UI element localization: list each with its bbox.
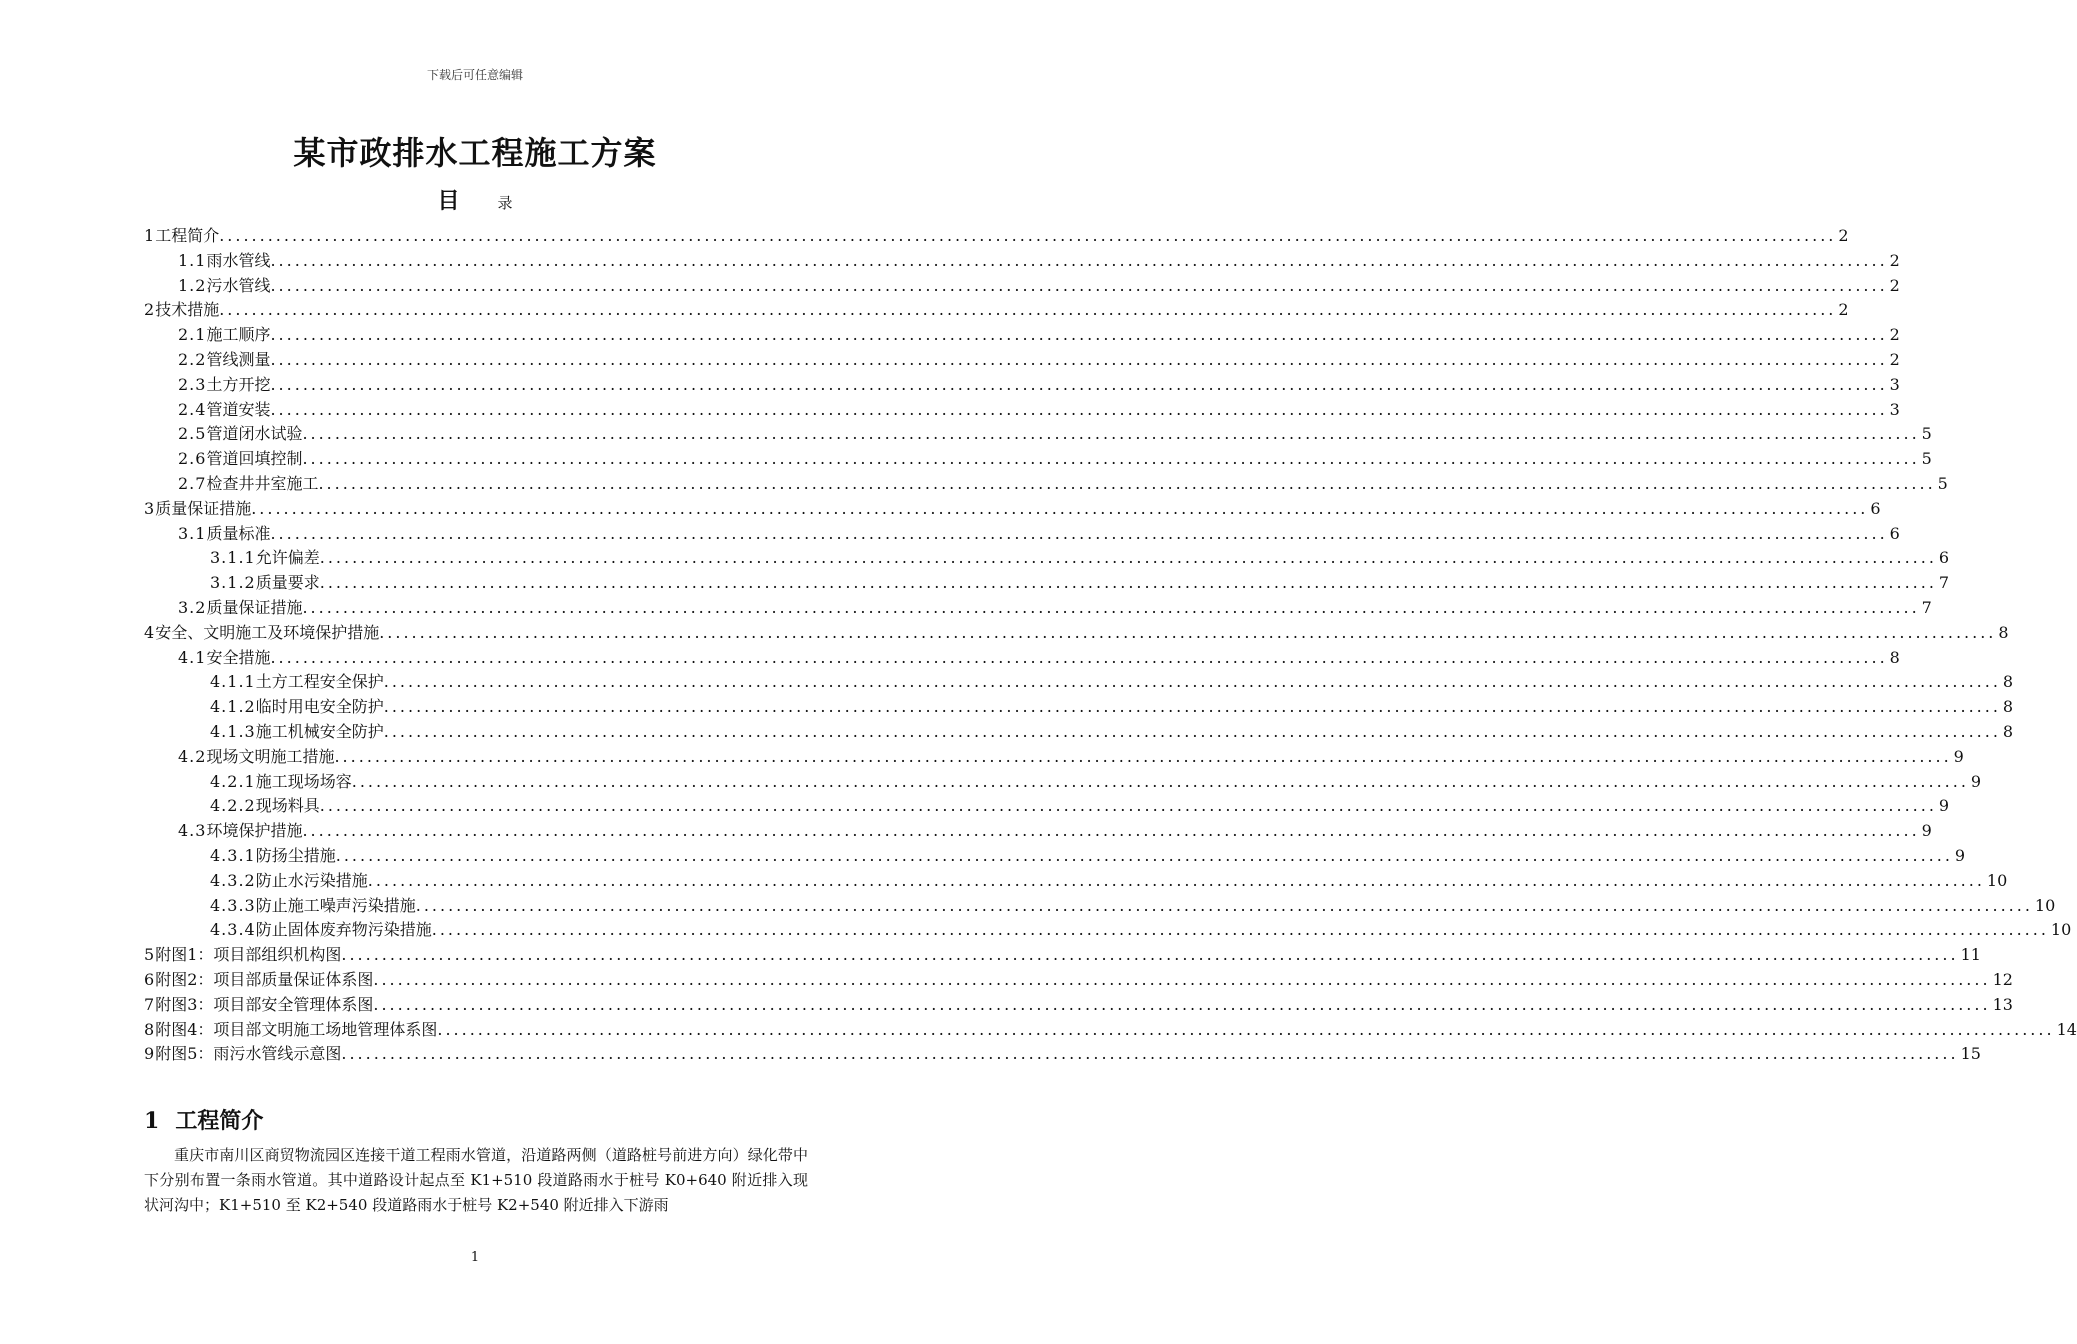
toc-entry[interactable] bbox=[144, 1042, 1981, 1067]
toc-entry-number: 3.1.2 bbox=[210, 573, 256, 593]
toc-entry-title: 附图2：项目部质量保证体系图 bbox=[155, 969, 374, 989]
toc-entry-number: 2.5 bbox=[178, 424, 207, 444]
toc-entry-page: 10 bbox=[2034, 895, 2056, 915]
toc-leader-dots: ........................................................................................................................................................................................................ bbox=[383, 672, 2001, 692]
toc-entry-title: 土方开挖 bbox=[206, 374, 271, 394]
toc-entry-page: 6 bbox=[1870, 498, 1881, 518]
toc-leader-dots: ........................................................................................................................................................................................................ bbox=[383, 697, 2001, 717]
toc-entry-number: 7 bbox=[144, 994, 156, 1014]
toc-entry-title: 施工机械安全防护 bbox=[255, 721, 384, 741]
toc-entry-page: 9 bbox=[1953, 746, 1964, 766]
toc-leader-dots: ........................................................................................................................................................................................................ bbox=[219, 300, 1837, 320]
toc-entry-page: 9 bbox=[1921, 821, 1932, 841]
toc-entry[interactable] bbox=[144, 274, 1900, 299]
toc-entry-title: 防扬尘措施 bbox=[255, 845, 336, 865]
toc-entry[interactable] bbox=[144, 422, 1932, 447]
toc-entry[interactable] bbox=[144, 571, 1950, 596]
toc-leader-dots: ........................................................................................................................................................................................................ bbox=[373, 969, 1991, 989]
toc-entry[interactable] bbox=[144, 968, 2013, 993]
toc-entry[interactable] bbox=[144, 546, 1950, 571]
toc-heading-big: 目 bbox=[437, 188, 460, 214]
toc-heading-small: 录 bbox=[497, 194, 513, 212]
toc-entry-title: 安全措施 bbox=[206, 647, 271, 667]
toc-entry-number: 4.1 bbox=[178, 647, 207, 667]
toc-entry-title: 环境保护措施 bbox=[206, 821, 303, 841]
toc-entry-page: 5 bbox=[1921, 449, 1932, 469]
toc-leader-dots: ........................................................................................................................................................................................................ bbox=[270, 275, 1888, 295]
section-title: 工程简介 bbox=[175, 1108, 264, 1134]
toc-entry[interactable] bbox=[144, 323, 1900, 348]
toc-entry[interactable] bbox=[144, 844, 1966, 869]
toc-entry-number: 4.1.2 bbox=[210, 697, 256, 717]
toc-entry[interactable] bbox=[144, 745, 1964, 770]
toc-entry[interactable] bbox=[144, 522, 1900, 547]
toc-leader-dots: ........................................................................................................................................................................................................ bbox=[334, 746, 1952, 766]
toc-entry-number: 4.3.3 bbox=[210, 895, 256, 915]
toc-entry-page: 8 bbox=[2002, 697, 2014, 717]
toc-entry-page: 6 bbox=[1938, 548, 1950, 568]
toc-entry-title: 附图3：项目部安全管理体系图 bbox=[155, 994, 374, 1014]
toc-leader-dots: ........................................................................................................................................................................................................ bbox=[415, 895, 2033, 915]
toc-entry-number: 1 bbox=[144, 226, 156, 245]
toc-entry-page: 2 bbox=[1889, 349, 1900, 369]
toc-entry-page: 3 bbox=[1889, 374, 1900, 394]
toc-entry-title: 附图4：项目部文明施工场地管理体系图 bbox=[155, 1019, 438, 1039]
toc-entry[interactable] bbox=[144, 695, 2014, 720]
toc-entry[interactable] bbox=[144, 670, 2014, 695]
toc-entry[interactable] bbox=[144, 224, 1849, 249]
toc-entry-number: 4.2.1 bbox=[210, 771, 256, 791]
toc-entry-number: 2 bbox=[144, 300, 156, 320]
toc-entry-number: 6 bbox=[144, 969, 156, 989]
toc-leader-dots: ........................................................................................................................................................................................................ bbox=[341, 945, 1959, 965]
toc-entry-title: 质量保证措施 bbox=[206, 597, 303, 617]
toc-entry-title: 质量标准 bbox=[206, 523, 271, 543]
toc-entry-page: 3 bbox=[1889, 399, 1900, 419]
toc-entry[interactable] bbox=[144, 993, 2013, 1018]
toc-entry-title: 现场文明施工措施 bbox=[206, 746, 335, 766]
toc-leader-dots: ........................................................................................................................................................................................................ bbox=[270, 523, 1888, 543]
toc-entry-page: 10 bbox=[1986, 870, 2008, 890]
toc-entry[interactable] bbox=[144, 472, 1948, 497]
toc-leader-dots: ........................................................................................................................................................................................................ bbox=[351, 771, 1969, 791]
table-of-contents bbox=[144, 224, 2077, 1067]
toc-entry-page: 12 bbox=[1992, 969, 2013, 989]
toc-entry[interactable] bbox=[144, 918, 2072, 943]
toc-leader-dots: ........................................................................................................................................................................................................ bbox=[373, 994, 1991, 1014]
toc-entry-number: 2.4 bbox=[178, 399, 207, 419]
toc-leader-dots: ........................................................................................................................................................................................................ bbox=[302, 449, 1920, 469]
toc-leader-dots: ........................................................................................................................................................................................................ bbox=[302, 424, 1920, 444]
toc-leader-dots: ........................................................................................................................................................................................................ bbox=[270, 325, 1888, 345]
toc-entry[interactable] bbox=[144, 298, 1849, 323]
toc-entry[interactable] bbox=[144, 794, 1950, 819]
toc-entry-title: 临时用电安全防护 bbox=[255, 697, 384, 717]
toc-leader-dots: ........................................................................................................................................................................................................ bbox=[319, 573, 1937, 593]
toc-entry-title: 土方工程安全保护 bbox=[255, 672, 384, 692]
toc-entry-number: 4.1.1 bbox=[210, 672, 256, 692]
toc-leader-dots: ........................................................................................................................................................................................................ bbox=[302, 597, 1920, 617]
toc-entry[interactable] bbox=[144, 596, 1932, 621]
toc-entry-title: 质量保证措施 bbox=[155, 498, 252, 518]
section-number: 1 bbox=[144, 1108, 160, 1134]
toc-entry-number: 2.2 bbox=[178, 349, 207, 369]
toc-entry-page: 2 bbox=[1838, 300, 1849, 320]
toc-leader-dots: ........................................................................................................................................................................................................ bbox=[270, 250, 1888, 270]
toc-entry-page: 8 bbox=[1998, 622, 2009, 642]
toc-entry[interactable] bbox=[144, 646, 1900, 671]
toc-entry-number: 2.1 bbox=[178, 325, 207, 345]
toc-leader-dots: ........................................................................................................................................................................................................ bbox=[431, 920, 2049, 940]
toc-entry-number: 4.2.2 bbox=[210, 796, 256, 816]
toc-entry-title: 允许偏差 bbox=[255, 548, 320, 568]
toc-entry-page: 5 bbox=[1921, 424, 1932, 444]
toc-entry[interactable] bbox=[144, 869, 2008, 894]
toc-entry-number: 3 bbox=[144, 498, 156, 518]
toc-entry-number: 4.2 bbox=[178, 746, 207, 766]
page-number: 1 bbox=[470, 1250, 480, 1265]
toc-entry-number: 3.1 bbox=[178, 523, 207, 543]
toc-leader-dots: ........................................................................................................................................................................................................ bbox=[341, 1044, 1959, 1064]
toc-entry-number: 2.3 bbox=[178, 374, 207, 394]
toc-leader-dots: ........................................................................................................................................................................................................ bbox=[270, 349, 1888, 369]
toc-leader-dots: ........................................................................................................................................................................................................ bbox=[270, 647, 1888, 667]
toc-leader-dots: ........................................................................................................................................................................................................ bbox=[383, 721, 2001, 741]
toc-entry-page: 9 bbox=[1938, 796, 1950, 816]
toc-entry-title: 附图1：项目部组织机构图 bbox=[155, 945, 342, 965]
toc-leader-dots: ........................................................................................................................................................................................................ bbox=[379, 622, 1997, 642]
toc-entry-title: 质量要求 bbox=[255, 573, 320, 593]
toc-entry[interactable] bbox=[144, 497, 1881, 522]
toc-entry-page: 14 bbox=[2056, 1019, 2077, 1039]
toc-entry-page: 15 bbox=[1960, 1044, 1981, 1064]
toc-entry[interactable] bbox=[144, 943, 1981, 968]
toc-entry-page: 8 bbox=[1889, 647, 1900, 667]
toc-entry-number: 9 bbox=[144, 1044, 156, 1064]
toc-entry-title: 现场料具 bbox=[255, 796, 320, 816]
toc-entry-title: 管道回填控制 bbox=[206, 449, 303, 469]
toc-entry-title: 施工现场场容 bbox=[255, 771, 352, 791]
toc-entry[interactable] bbox=[144, 894, 2056, 919]
toc-entry[interactable] bbox=[144, 621, 2009, 646]
toc-entry[interactable] bbox=[144, 249, 1900, 274]
toc-entry[interactable] bbox=[144, 770, 1982, 795]
toc-entry-title: 污水管线 bbox=[206, 275, 271, 295]
toc-leader-dots: ........................................................................................................................................................................................................ bbox=[270, 399, 1888, 419]
toc-entry-page: 7 bbox=[1921, 597, 1932, 617]
toc-entry-number: 4.3.1 bbox=[210, 845, 256, 865]
toc-entry-page: 7 bbox=[1938, 573, 1950, 593]
toc-entry[interactable] bbox=[144, 398, 1900, 423]
toc-entry-number: 4.1.3 bbox=[210, 721, 256, 741]
toc-entry-number: 4.3.2 bbox=[210, 870, 256, 890]
toc-entry-number: 5 bbox=[144, 945, 156, 965]
toc-entry-page: 2 bbox=[1889, 250, 1900, 270]
toc-entry[interactable] bbox=[144, 348, 1900, 373]
toc-leader-dots: ........................................................................................................................................................................................................ bbox=[319, 548, 1937, 568]
toc-entry-title: 工程简介 bbox=[155, 226, 220, 245]
toc-entry-title: 管道安装 bbox=[206, 399, 271, 419]
toc-entry-title: 技术措施 bbox=[155, 300, 220, 320]
toc-entry-title: 安全、文明施工及环境保护措施 bbox=[155, 622, 380, 642]
toc-entry-number: 4.3.4 bbox=[210, 920, 256, 940]
toc-entry-number: 3.1.1 bbox=[210, 548, 256, 568]
toc-entry-title: 防止施工噪声污染措施 bbox=[255, 895, 416, 915]
toc-leader-dots: ........................................................................................................................................................................................................ bbox=[319, 796, 1937, 816]
toc-leader-dots: ........................................................................................................................................................................................................ bbox=[335, 845, 1953, 865]
toc-entry-number: 1.2 bbox=[178, 275, 207, 295]
toc-entry-page: 9 bbox=[1954, 845, 1966, 865]
toc-entry-number: 4 bbox=[144, 622, 156, 642]
toc-entry-page: 2 bbox=[1838, 226, 1849, 245]
toc-leader-dots: ........................................................................................................................................................................................................ bbox=[318, 473, 1936, 493]
toc-entry-page: 9 bbox=[1970, 771, 1982, 791]
toc-entry[interactable] bbox=[144, 1018, 2077, 1043]
toc-entry-page: 13 bbox=[1992, 994, 2013, 1014]
toc-entry-number: 3.2 bbox=[178, 597, 207, 617]
toc-entry-title: 防止固体废弃物污染措施 bbox=[255, 920, 432, 940]
toc-leader-dots: ........................................................................................................................................................................................................ bbox=[437, 1019, 2055, 1039]
toc-leader-dots: ........................................................................................................................................................................................................ bbox=[270, 374, 1888, 394]
document-title: 某市政排水工程施工方案 bbox=[293, 134, 657, 172]
toc-entry-title: 雨水管线 bbox=[206, 250, 271, 270]
toc-entry[interactable] bbox=[144, 373, 1900, 398]
toc-entry-number: 4.3 bbox=[178, 821, 207, 841]
toc-entry-page: 5 bbox=[1937, 473, 1948, 493]
toc-entry-page: 2 bbox=[1889, 275, 1900, 295]
toc-entry-number: 2.7 bbox=[178, 473, 207, 493]
toc-entry-page: 8 bbox=[2002, 672, 2014, 692]
toc-entry-page: 2 bbox=[1889, 325, 1900, 345]
toc-entry-title: 施工顺序 bbox=[206, 325, 271, 345]
toc-entry-title: 管道闭水试验 bbox=[206, 424, 303, 444]
toc-entry-title: 附图5：雨污水管线示意图 bbox=[155, 1044, 342, 1064]
toc-entry-page: 8 bbox=[2002, 721, 2014, 741]
toc-leader-dots: ........................................................................................................................................................................................................ bbox=[367, 870, 1985, 890]
toc-entry-page: 11 bbox=[1960, 945, 1981, 965]
toc-leader-dots: ........................................................................................................................................................................................................ bbox=[302, 821, 1920, 841]
toc-entry-number: 1.1 bbox=[178, 250, 207, 270]
section-heading bbox=[144, 1104, 263, 1135]
body-paragraph: 重庆市南川区商贸物流园区连接干道工程雨水管道，沿道路两侧（道路桩号前进方向）绿化带中下分别布置一条雨水管道。其中道路设计起点至 K1+510 段道路雨水于桩号 K0+640 附近排入现状河沟中；K1+510 至 K2+540 段道路雨水于桩号 K2+540 附近排入下游雨 bbox=[144, 1146, 808, 1214]
toc-entry-number: 8 bbox=[144, 1019, 156, 1039]
toc-entry-title: 检查井井室施工 bbox=[206, 473, 319, 493]
toc-entry-number: 2.6 bbox=[178, 449, 207, 469]
toc-entry-title: 防止水污染措施 bbox=[255, 870, 368, 890]
header-note: 下载后可任意编辑 bbox=[426, 68, 523, 82]
toc-entry[interactable] bbox=[144, 819, 1932, 844]
toc-entry[interactable] bbox=[144, 720, 2014, 745]
toc-entry-title: 管线测量 bbox=[206, 349, 271, 369]
toc-heading bbox=[0, 184, 950, 215]
toc-leader-dots: ........................................................................................................................................................................................................ bbox=[219, 226, 1837, 245]
toc-entry-page: 10 bbox=[2050, 920, 2072, 940]
toc-entry[interactable] bbox=[144, 447, 1932, 472]
toc-leader-dots: ........................................................................................................................................................................................................ bbox=[251, 498, 1869, 518]
toc-entry-page: 6 bbox=[1889, 523, 1900, 543]
